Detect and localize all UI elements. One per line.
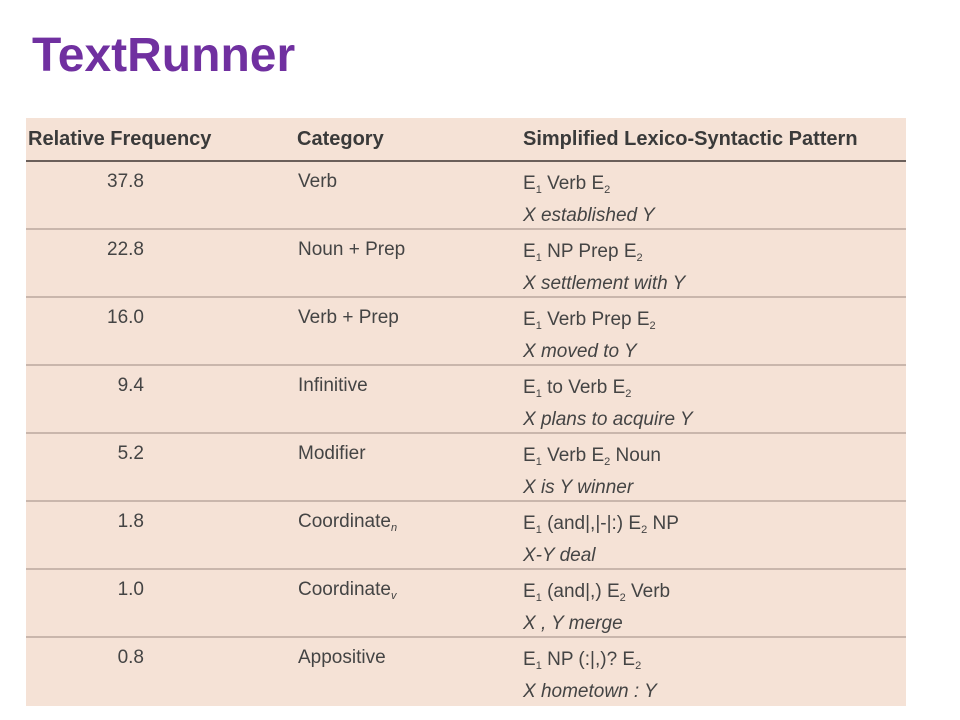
pattern-formula: $E_1$ (and|,|-|:) $E_2$ NP bbox=[523, 513, 679, 536]
pattern-formula: $E_1$ Verb $E_2$ bbox=[523, 173, 611, 196]
pattern-cell bbox=[523, 239, 685, 296]
pattern-example: X plans to acquire Y bbox=[523, 409, 693, 430]
category-cell: Appositive bbox=[298, 647, 386, 668]
table-row bbox=[26, 366, 906, 434]
table-row bbox=[26, 434, 906, 502]
table-row bbox=[26, 162, 906, 230]
pattern-example: X is Y winner bbox=[523, 477, 634, 498]
frequency-cell: 1.0 bbox=[117, 579, 144, 600]
pattern-example: X settlement with Y bbox=[523, 273, 686, 294]
pattern-cell bbox=[523, 375, 693, 432]
pattern-example: X moved to Y bbox=[523, 341, 637, 362]
pattern-cell bbox=[523, 443, 661, 500]
category-cell: Verb + Prep bbox=[298, 307, 399, 328]
pattern-cell bbox=[523, 579, 670, 636]
frequency-cell: 0.8 bbox=[117, 647, 144, 668]
table-header bbox=[26, 118, 906, 162]
pattern-example: X hometown : Y bbox=[523, 681, 657, 702]
frequency-cell: 37.8 bbox=[107, 171, 144, 192]
slide-title: TextRunner bbox=[32, 29, 296, 82]
pattern-formula: $E_1$ (and|,) $E_2$ Verb bbox=[523, 581, 671, 604]
frequency-cell: 1.8 bbox=[117, 511, 144, 532]
pattern-table bbox=[26, 118, 906, 706]
frequency-cell: 16.0 bbox=[107, 307, 144, 328]
pattern-formula: $E_1$ to Verb $E_2$ bbox=[523, 377, 632, 400]
category-cell: Infinitive bbox=[298, 375, 368, 396]
table-row bbox=[26, 638, 906, 704]
pattern-formula: $E_1$ Verb $E_2$ Noun bbox=[523, 445, 661, 468]
pattern-cell bbox=[523, 171, 655, 228]
category-cell: Coordinate$_n$ bbox=[298, 511, 398, 534]
category-subscript: n bbox=[390, 522, 398, 534]
pattern-example: X-Y deal bbox=[523, 545, 596, 566]
pattern-example: X established Y bbox=[523, 205, 655, 226]
category-subscript: v bbox=[390, 590, 397, 602]
table-body bbox=[26, 162, 906, 704]
category-cell: Noun + Prep bbox=[298, 239, 406, 260]
pattern-cell bbox=[523, 647, 657, 704]
frequency-cell: 9.4 bbox=[117, 375, 144, 396]
pattern-formula: $E_1$ NP Prep $E_2$ bbox=[523, 241, 643, 264]
table-row bbox=[26, 502, 906, 570]
category-cell: Modifier bbox=[298, 443, 366, 464]
pattern-formula: $E_1$ Verb Prep $E_2$ bbox=[523, 309, 656, 332]
table-row bbox=[26, 298, 906, 366]
category-cell: Verb bbox=[298, 171, 338, 192]
header-pattern: Simplified Lexico-Syntactic Pattern bbox=[523, 128, 858, 150]
pattern-formula: $E_1$ NP (:|,)? $E_2$ bbox=[523, 649, 642, 672]
header-relative-frequency: Relative Frequency bbox=[28, 128, 212, 150]
pattern-cell bbox=[523, 307, 656, 364]
header-category: Category bbox=[297, 128, 384, 150]
table-row bbox=[26, 570, 906, 638]
frequency-cell: 22.8 bbox=[107, 239, 144, 260]
table-row bbox=[26, 230, 906, 298]
category-cell: Coordinate$_v$ bbox=[298, 579, 397, 602]
pattern-cell bbox=[523, 511, 679, 568]
frequency-cell: 5.2 bbox=[117, 443, 144, 464]
pattern-example: X , Y merge bbox=[523, 613, 623, 634]
